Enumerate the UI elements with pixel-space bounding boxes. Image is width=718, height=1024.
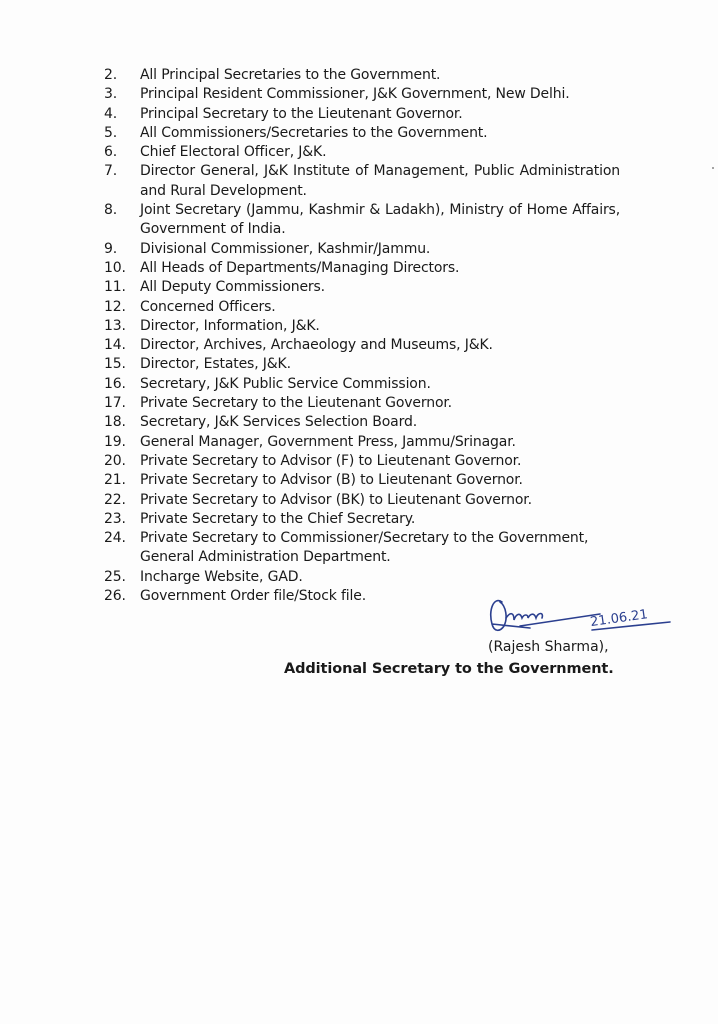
- list-item-text: Private Secretary to the Lieutenant Governor.: [140, 395, 452, 412]
- list-item-text: Divisional Commissioner, Kashmir/Jammu.: [140, 240, 431, 257]
- list-item-text: Private Secretary to the Chief Secretary.: [140, 510, 416, 527]
- list-item: [104, 240, 620, 259]
- list-item-number: 16.: [104, 375, 126, 392]
- list-item-text: Director, Estates, J&K.: [140, 356, 291, 373]
- list-item-text: Joint Secretary (Jammu, Kashmir & Ladakh), Ministry of Home Affairs, Government of India.: [140, 202, 620, 238]
- list-item-number: 21.: [104, 472, 126, 489]
- list-item-number: 23.: [104, 510, 126, 527]
- list-item: [104, 375, 620, 394]
- list-item-text: General Manager, Government Press, Jammu/Srinagar.: [140, 433, 516, 450]
- list-item: [104, 510, 620, 529]
- list-item-number: 13.: [104, 317, 126, 334]
- list-item-number: 24.: [104, 530, 126, 547]
- list-item-text: Principal Secretary to the Lieutenant Governor.: [140, 105, 463, 122]
- list-item-number: 12.: [104, 298, 126, 315]
- list-item-number: 8.: [104, 202, 118, 219]
- list-item-text: Government Order file/Stock file.: [140, 588, 367, 605]
- list-item: [104, 201, 620, 240]
- list-item: [104, 85, 620, 104]
- list-item-text: Concerned Officers.: [140, 298, 276, 315]
- list-item: [104, 143, 620, 162]
- list-item: [104, 124, 620, 143]
- list-item-text: Secretary, J&K Public Service Commission.: [140, 375, 431, 392]
- list-item: [104, 66, 620, 85]
- list-item-number: 14.: [104, 337, 126, 354]
- signer-designation: Additional Secretary to the Government.: [284, 661, 614, 677]
- list-item-text: Private Secretary to Advisor (BK) to Lieutenant Governor.: [140, 491, 532, 508]
- list-item-number: 22.: [104, 491, 126, 508]
- list-item: [104, 529, 620, 568]
- list-item-text: Director General, J&K Institute of Management, Public Administration and Rural Development.: [140, 163, 620, 199]
- list-item-number: 11.: [104, 279, 126, 296]
- handwritten-date: 21.06.21: [589, 607, 649, 631]
- list-item: [104, 491, 620, 510]
- list-item-number: 19.: [104, 433, 126, 450]
- list-item: [104, 413, 620, 432]
- list-item-number: 26.: [104, 588, 126, 605]
- list-item-number: 17.: [104, 395, 126, 412]
- list-item-text: Incharge Website, GAD.: [140, 568, 303, 585]
- list-item-text: Private Secretary to Advisor (B) to Lieutenant Governor.: [140, 472, 523, 489]
- list-item: [104, 278, 620, 297]
- list-item-text: Director, Archives, Archaeology and Museums, J&K.: [140, 337, 493, 354]
- list-item-text: Private Secretary to Commissioner/Secretary to the Government, General Administration Department.: [140, 530, 589, 566]
- list-item: [104, 298, 620, 317]
- list-item-number: 18.: [104, 414, 126, 431]
- list-item-text: Chief Electoral Officer, J&K.: [140, 144, 327, 161]
- list-item-number: 15.: [104, 356, 126, 373]
- list-item-number: 25.: [104, 568, 126, 585]
- signer-name: (Rajesh Sharma),: [488, 639, 609, 655]
- list-item: [104, 452, 620, 471]
- list-item-text: All Deputy Commissioners.: [140, 279, 325, 296]
- scan-speck: [712, 167, 714, 169]
- list-item-text: All Heads of Departments/Managing Directors.: [140, 259, 460, 276]
- list-item: [104, 568, 620, 587]
- list-item-text: All Commissioners/Secretaries to the Government.: [140, 124, 488, 141]
- list-item-text: Principal Resident Commissioner, J&K Government, New Delhi.: [140, 86, 570, 103]
- list-item: [104, 394, 620, 413]
- list-item: [104, 317, 620, 336]
- distribution-list: [104, 66, 620, 606]
- list-item-number: 6.: [104, 144, 118, 161]
- list-item-number: 4.: [104, 105, 118, 122]
- list-item-number: 10.: [104, 259, 126, 276]
- list-item: [104, 336, 620, 355]
- list-item-number: 20.: [104, 452, 126, 469]
- list-item-number: 2.: [104, 67, 118, 83]
- list-item-text: Director, Information, J&K.: [140, 317, 320, 334]
- list-item: [104, 162, 620, 201]
- list-item-number: 7.: [104, 163, 118, 180]
- list-item: [104, 355, 620, 374]
- list-item-text: Secretary, J&K Services Selection Board.: [140, 414, 417, 431]
- list-item: [104, 471, 620, 490]
- list-item: [104, 433, 620, 452]
- list-item: [104, 259, 620, 278]
- list-item-text: Private Secretary to Advisor (F) to Lieutenant Governor.: [140, 452, 522, 469]
- list-item-number: 9.: [104, 240, 118, 257]
- list-item: [104, 105, 620, 124]
- list-item-number: 5.: [104, 124, 118, 141]
- list-item-number: 3.: [104, 86, 118, 103]
- list-item-text: All Principal Secretaries to the Government.: [140, 67, 441, 83]
